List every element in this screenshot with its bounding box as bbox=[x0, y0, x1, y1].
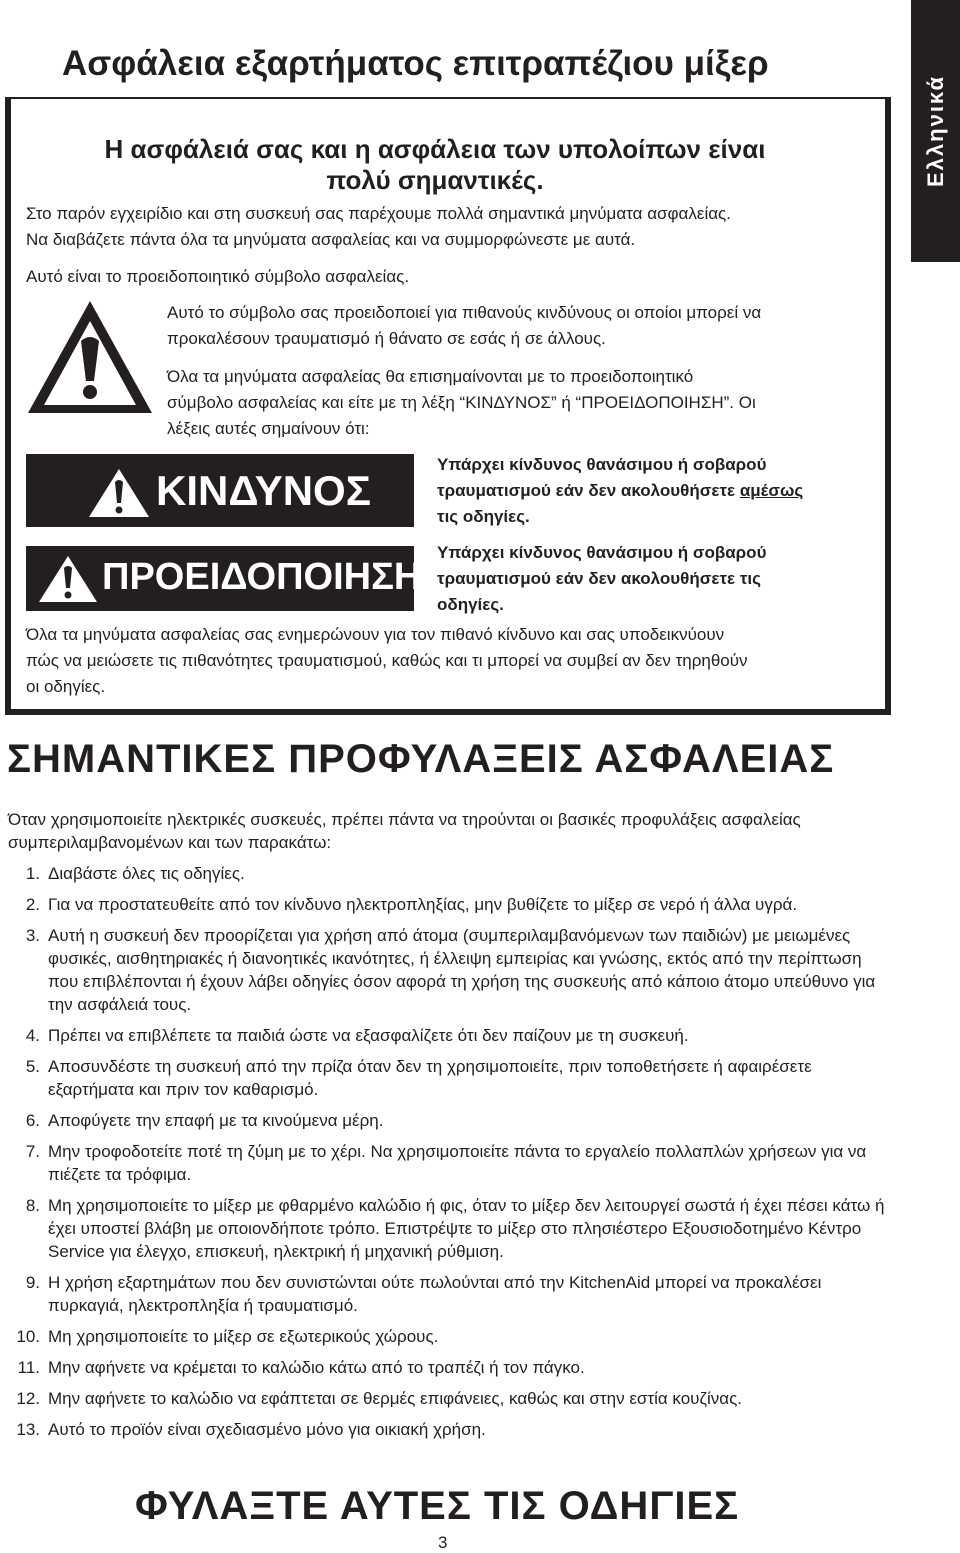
explanation-line-2: πώς να μειώσετε τις πιθανότητες τραυματισμού, καθώς και τι μπορεί να συμβεί αν δεν τηρηθούν bbox=[26, 651, 748, 670]
safety-headline bbox=[30, 134, 840, 196]
list-item-number: 12. bbox=[16, 1389, 40, 1408]
list-item bbox=[8, 1109, 888, 1132]
list-item-text: Η χρήση εξαρτημάτων που δεν συνιστώνται ούτε πωλούνται από την KitchenAid μπορεί να προκαλέσει πυρκαγιά, ηλεκτροπληξία ή τραυματισμό. bbox=[48, 1273, 822, 1315]
list-item-number: 1. bbox=[25, 864, 40, 883]
list-item-number: 13. bbox=[16, 1420, 40, 1439]
warning-badge bbox=[26, 546, 422, 611]
explanation-line-1: Όλα τα μηνύματα ασφαλείας σας ενημερώνουν για τον πιθανό κίνδυνο και σας υποδεικνύουν bbox=[26, 625, 725, 644]
headline-line-1: Η ασφάλειά σας και η ασφάλεια των υπολοίπων είναι bbox=[104, 134, 766, 164]
list-item-number: 10. bbox=[16, 1327, 40, 1346]
warning-triangle-icon bbox=[26, 299, 154, 415]
warning-meaning bbox=[437, 540, 766, 618]
warning-meaning-line-1: Υπάρχει κίνδυνος θανάσιμου ή σοβαρού bbox=[437, 543, 767, 562]
list-item-number: 6. bbox=[25, 1111, 40, 1130]
list-item bbox=[8, 1271, 888, 1317]
intro-line-2: Να διαβάζετε πάντα όλα τα μηνύματα ασφαλείας και να συμμορφώνεστε με αυτά. bbox=[26, 230, 636, 249]
list-item bbox=[8, 1418, 888, 1441]
list-item-text: Αυτή η συσκευή δεν προορίζεται για χρήση από άτομα (συμπεριλαμβανόμενων των παιδιών) με μειωμένες φυσικές, αισθητηριακές ή διανοητικές ικανότητες, ή έλλειψη εμπειρίας και γνώσης, εκτός από την περίπτωση που επιβλέπονται ή έχουν λάβει οδηγίες όσον αφορά τη χρήση της συσκευής από κάποιο άτομο υπεύθυνο για την ασφάλειά τους. bbox=[48, 926, 876, 1014]
danger-meaning bbox=[437, 452, 803, 530]
list-item-text: Αποσυνδέστε τη συσκευή από την πρίζα όταν δεν τη χρησιμοποιείτε, πριν τοποθετήσετε ή αφαιρέσετε εξαρτήματα και πριν τον καθαρισμό. bbox=[48, 1057, 812, 1099]
warning-badge-icon bbox=[38, 555, 98, 603]
safeguards-intro: Όταν χρησιμοποιείτε ηλεκτρικές συσκευές, πρέπει πάντα να τηρούνται οι βασικές προφυλάξεις ασφαλείας συμπεριλαμβανομένων και των παρακάτω: bbox=[8, 810, 801, 852]
symbol-desc-line-2: προκαλέσουν τραυματισμό ή θάνατο σε εσάς ή σε άλλους. bbox=[167, 329, 606, 348]
list-item-number: 11. bbox=[17, 1358, 40, 1377]
list-item-text: Αποφύγετε την επαφή με τα κινούμενα μέρη. bbox=[48, 1111, 384, 1130]
warning-label: ΠΡΟΕΙΔΟΠΟΙΗΣΗ bbox=[102, 556, 422, 598]
intro-paragraph bbox=[26, 201, 731, 253]
messages-explanation bbox=[26, 622, 748, 700]
signal-desc-line-1: Όλα τα μηνύματα ασφαλείας θα επισημαίνονται με το προειδοποιητικό bbox=[167, 367, 694, 386]
danger-meaning-emphasis: αμέσως bbox=[739, 481, 804, 500]
list-item-text: Πρέπει να επιβλέπετε τα παιδιά ώστε να εξασφαλίζετε ότι δεν παίζουν με τη συσκευή. bbox=[48, 1026, 689, 1045]
symbol-desc-line-1: Αυτό το σύμβολο σας προειδοποιεί για πιθανούς κινδύνους οι οποίοι μπορεί να bbox=[167, 303, 762, 322]
danger-warning-icon bbox=[88, 468, 150, 518]
danger-meaning-line-1: Υπάρχει κίνδυνος θανάσιμου ή σοβαρού bbox=[437, 455, 767, 474]
list-item-text: Μη χρησιμοποιείτε το μίξερ με φθαρμένο καλώδιο ή φις, όταν το μίξερ δεν λειτουργεί σωστά ή έχει πέσει κάτω ή έχει υποστεί βλάβη με οποιονδήποτε τρόπο. Επιστρέψτε το μίξερ στο πλησιέστερο Εξουσιοδοτημένο Κέντρο Service για έλεγχο, επισκευή, ηλεκτρική ή μηχανική ρύθμιση. bbox=[48, 1196, 885, 1261]
list-item bbox=[8, 862, 888, 885]
list-item-number: 9. bbox=[25, 1273, 40, 1292]
signal-desc-line-3: λέξεις αυτές σημαίνουν ότι: bbox=[167, 419, 370, 438]
list-item bbox=[8, 1356, 888, 1379]
list-item bbox=[8, 893, 888, 916]
signal-desc-line-2: σύμβολο ασφαλείας και είτε με τη λέξη “ΚΙΝΔΥΝΟΣ” ή “ΠΡΟΕΙΔΟΠΟΙΗΣΗ”. Οι bbox=[167, 393, 756, 412]
list-item-text: Αυτό το προϊόν είναι σχεδιασμένο μόνο για οικιακή χρήση. bbox=[48, 1420, 486, 1439]
list-item-text: Διαβάστε όλες τις οδηγίες. bbox=[48, 864, 245, 883]
list-item bbox=[8, 1055, 888, 1101]
symbol-description bbox=[167, 300, 761, 352]
signal-words-description bbox=[167, 364, 756, 442]
list-item-number: 4. bbox=[25, 1026, 40, 1045]
list-item bbox=[8, 1325, 888, 1348]
list-item bbox=[8, 924, 888, 1016]
list-item-number: 3. bbox=[25, 926, 40, 945]
warning-meaning-line-2: τραυματισμού εάν δεν ακολουθήσετε τις bbox=[437, 569, 761, 588]
language-tab-label: Ελληνικά bbox=[922, 75, 948, 187]
danger-badge bbox=[26, 454, 414, 527]
safeguards-list bbox=[8, 862, 888, 1449]
safeguards-heading: ΣΗΜΑΝΤΙΚΕΣ ΠΡΟΦΥΛΑΞΕΙΣ ΑΣΦΑΛΕΙΑΣ bbox=[7, 737, 835, 781]
warning-meaning-line-3: οδηγίες. bbox=[437, 595, 504, 614]
list-item-number: 8. bbox=[25, 1196, 40, 1215]
danger-meaning-line-2 bbox=[437, 478, 803, 504]
list-item-text: Μην αφήνετε το καλώδιο να εφάπτεται σε θερμές επιφάνειες, καθώς και στην εστία κουζίνας. bbox=[48, 1389, 742, 1408]
headline-line-2: πολύ σημαντικές. bbox=[326, 165, 544, 195]
list-item-text: Μην αφήνετε να κρέμεται το καλώδιο κάτω από το τραπέζι ή τον πάγκο. bbox=[48, 1358, 585, 1377]
save-instructions-heading: ΦΥΛΑΞΤΕ ΑΥΤΕΣ ΤΙΣ ΟΔΗΓΙΕΣ bbox=[135, 1484, 740, 1528]
language-tab bbox=[911, 0, 960, 262]
list-item bbox=[8, 1024, 888, 1047]
explanation-line-3: οι οδηγίες. bbox=[26, 677, 106, 696]
list-item-text: Μην τροφοδοτείτε ποτέ τη ζύμη με το χέρι. Να χρησιμοποιείτε πάντα το εργαλείο πολλαπλών χρήσεων για να πιέζετε τα τρόφιμα. bbox=[48, 1142, 867, 1184]
list-item-text: Μη χρησιμοποιείτε το μίξερ σε εξωτερικούς χώρους. bbox=[48, 1327, 439, 1346]
list-item-number: 5. bbox=[25, 1057, 40, 1076]
list-item bbox=[8, 1387, 888, 1410]
danger-label: ΚΙΝΔΥΝΟΣ bbox=[156, 467, 371, 514]
list-item-number: 2. bbox=[25, 895, 40, 914]
list-item bbox=[8, 1194, 888, 1263]
symbol-intro: Αυτό είναι το προειδοποιητικό σύμβολο ασφαλείας. bbox=[26, 267, 410, 286]
list-item-text: Για να προστατευθείτε από τον κίνδυνο ηλεκτροπληξίας, μην βυθίζετε το μίξερ σε νερό ή άλλα υγρά. bbox=[48, 895, 798, 914]
page-title: Ασφάλεια εξαρτήματος επιτραπέζιου μίξερ bbox=[62, 44, 769, 83]
list-item bbox=[8, 1140, 888, 1186]
page-number: 3 bbox=[438, 1533, 448, 1552]
danger-meaning-line-2-text: τραυματισμού εάν δεν ακολουθήσετε bbox=[437, 481, 740, 500]
intro-line-1: Στο παρόν εγχειρίδιο και στη συσκευή σας παρέχουμε πολλά σημαντικά μηνύματα ασφαλείας. bbox=[26, 204, 731, 223]
list-item-number: 7. bbox=[25, 1142, 40, 1161]
danger-meaning-line-3: τις οδηγίες. bbox=[437, 507, 530, 526]
